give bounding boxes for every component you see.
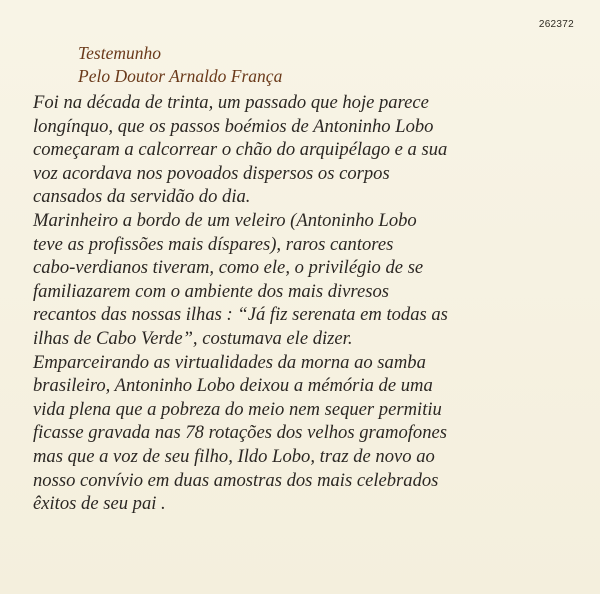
text-line: vida plena que a pobreza do meio nem sequer permitiu [33,398,442,420]
text-line: mas que a voz de seu filho, Ildo Lobo, traz de novo ao [33,445,435,467]
text-line: familiazarem com o ambiente dos mais divresos [33,280,390,302]
text-line: nosso convívio em duas amostras dos mais celebrados [33,469,439,491]
text-line: ficasse gravada nas 78 rotações dos velhos gramofones [33,422,448,444]
heading-author: Pelo Doutor Arnaldo França [78,66,283,86]
text-line: recantos das nossas ilhas : “Já fiz serenata em todas as [33,304,448,326]
text-line: voz acordava nos povoados dispersos os corpos [33,162,390,184]
text-line: êxitos de seu pai . [33,493,166,515]
text-line: cabo-verdianos tiveram, como ele, o privilégio de se [33,257,424,279]
text-line: começaram a calcorrear o chão do arquipélago e a sua [33,139,448,161]
text-line: Foi na década de trinta, um passado que hoje parece [33,92,429,113]
text-line: brasileiro, Antoninho Lobo deixou a mémória de uma [33,375,433,397]
heading-title: Testemunho [78,43,161,63]
catalog-number: 262372 [538,19,574,30]
text-line: cansados da servidão do dia. [33,186,251,208]
text-line: Marinheiro a bordo de um veleiro (Antoninho Lobo [33,209,417,231]
text-line: Emparceirando as virtualidades da morna ao samba [33,351,426,373]
text-line: ilhas de Cabo Verde”, costumava ele dizer. [33,327,353,349]
testimony-text [33,91,578,516]
heading [78,42,282,88]
text-line: longínquo, que os passos boémios de Antoninho Lobo [33,115,434,137]
text-line: teve as profissões mais díspares), raros cantores [33,233,394,255]
